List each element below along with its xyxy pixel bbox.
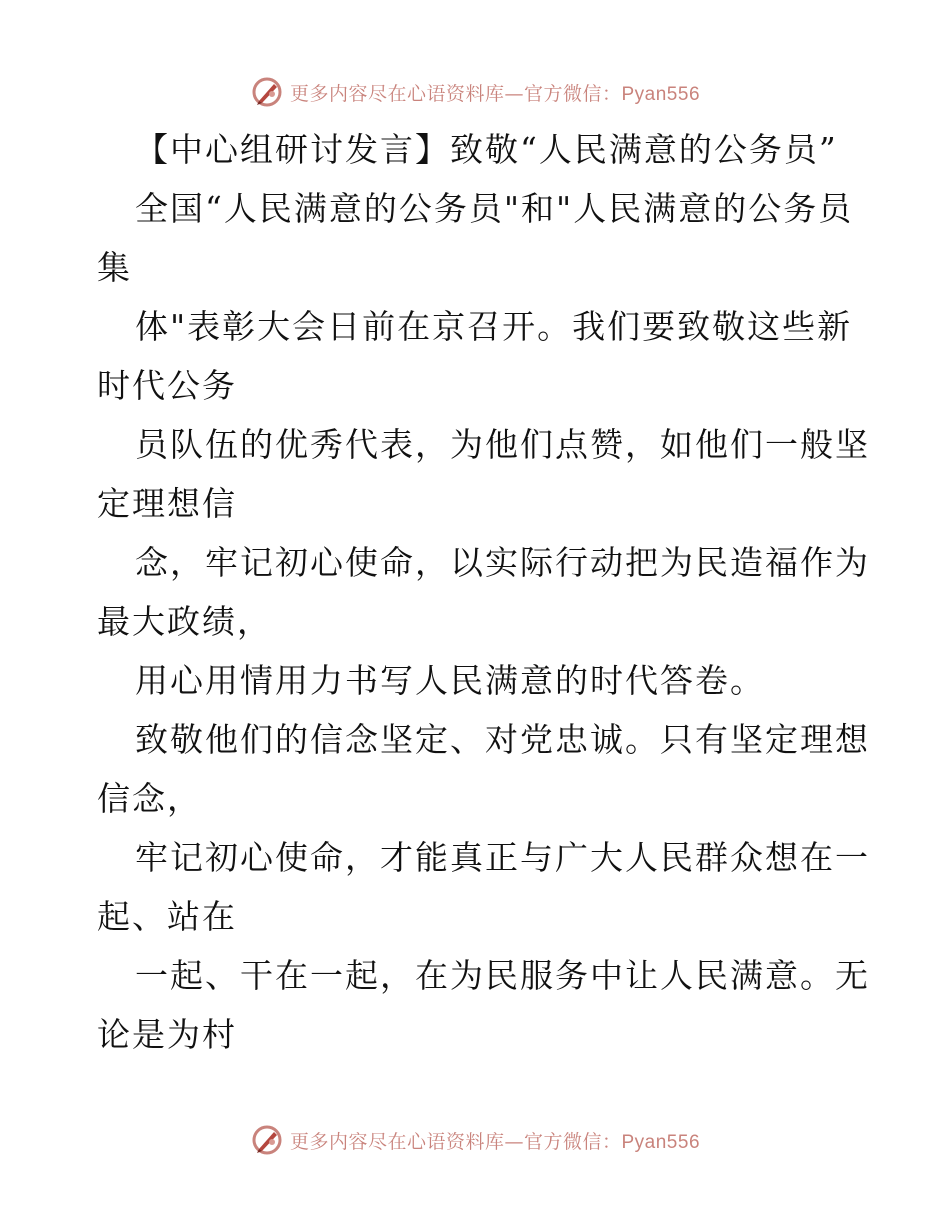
text-line: 时代公务 — [97, 366, 237, 405]
text-line: 集 — [97, 248, 132, 287]
text-line: 定理想信 — [97, 484, 237, 523]
document-title: 【中心组研讨发言】致敬“人民满意的公务员” — [135, 130, 838, 169]
text-line: 信念， — [97, 779, 202, 818]
text-line: 一起、干在一起，在为民服务中让人民满意。无 — [135, 956, 870, 995]
text-line: 最大政绩， — [97, 602, 272, 641]
text-line: 用心用情用力书写人民满意的时代答卷。 — [135, 661, 765, 700]
text-line: 致敬他们的信念坚定、对党忠诚。只有坚定理想 — [135, 720, 870, 759]
text-line: 念，牢记初心使命，以实际行动把为民造福作为 — [135, 543, 870, 582]
text-line: 论是为村 — [97, 1015, 237, 1054]
watermark-text: 更多内容尽在心语资料库—官方微信： — [289, 1130, 622, 1153]
watermark-text: 更多内容尽在心语资料库—官方微信： — [289, 82, 622, 105]
watermark-wechat-id: Pyan556 — [621, 83, 701, 105]
text-line: 起、站在 — [97, 897, 237, 936]
watermark-wechat-id: Pyan556 — [621, 1131, 701, 1153]
footer-watermark — [0, 1120, 950, 1160]
text-line: 牢记初心使命，才能真正与广大人民群众想在一 — [135, 838, 870, 877]
text-line: 员队伍的优秀代表，为他们点赞，如他们一般坚 — [135, 425, 870, 464]
header-watermark — [0, 72, 950, 112]
pen-logo-icon — [250, 1123, 284, 1157]
text-line: 全国“人民满意的公务员"和"人民满意的公务员 — [135, 189, 854, 228]
document-body — [97, 120, 870, 1064]
pen-logo-icon — [250, 75, 284, 109]
text-line: 体"表彰大会日前在京召开。我们要致敬这些新 — [135, 307, 853, 346]
